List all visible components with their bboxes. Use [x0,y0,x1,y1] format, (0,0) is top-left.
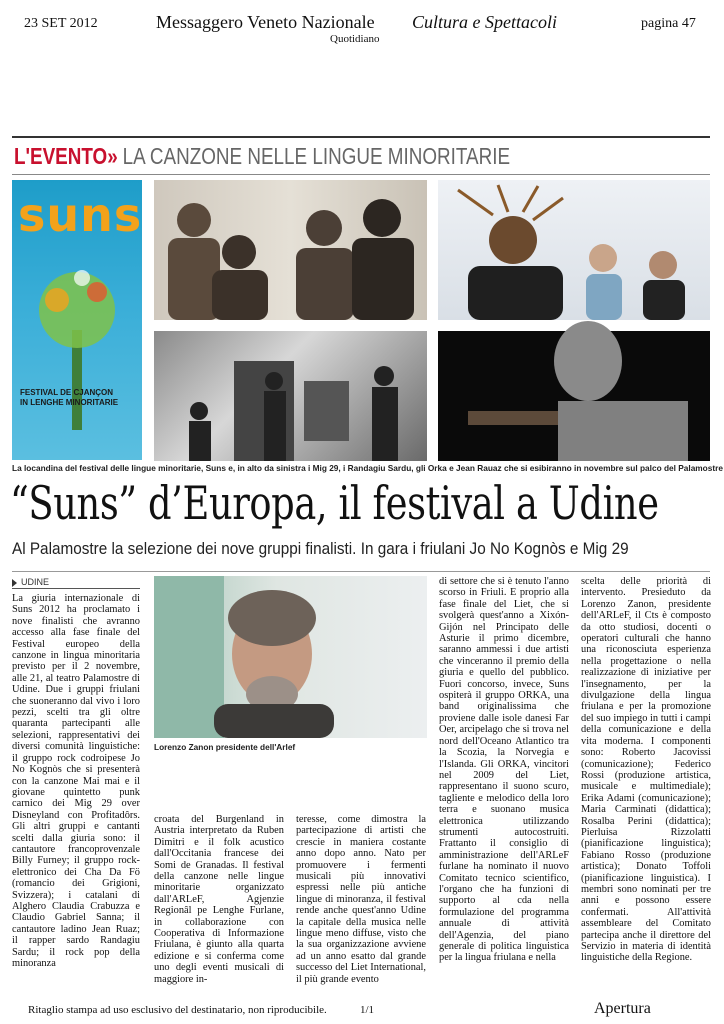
footer-type: Apertura [594,1000,651,1017]
poster-subtitle [20,388,130,408]
portrait-lorenzo-zanon [154,576,427,738]
section-kicker [14,143,510,170]
top-rule [12,136,710,138]
body-column-1: La giuria internazionale di Suns 2012 ha proclamato i nove finalisti che avranno accesso alla fase finale del Festival europeo della canzone in lingua minoritaria previsto per il 2 novembre, alle 21, al teatro Palamostre di Udine. Due i gruppi friulani che suoneranno dal vivo i loro pezzi, scelti tra gli oltre quaranta partecipanti alle selezioni, rappresentativi dei diversi comunità linguistiche: il gruppo rock codroipese Jo No Kognòs che si presenterà con la canzone Mai mai e il giovane quintetto punk carnico dei Mig 29 over Disneyland con Profitadôrs. Gli altri gruppi e cantanti scelti dalla giuria sono: il cantautore francoprovenzale Billy Furney; il gruppo rock-elettronico dei Cha Da Fö (romancio dei Grigioni, Svizzera); i catalani di Alghero Claudia Crabuzza e Claudio Gabriel Sanna; il cantautore ladino Jean Ruaz; il rapper sardo Randagiu Sardu; il rock pop della minoranza [12,593,140,969]
dateline-rule [12,588,140,589]
poster-subtitle-line2: IN LENGHE MINORITARIE [20,398,119,407]
body-column-2: croata del Burgenland in Austria interpretato da Ruben Dimitri e il folk acustico dall'Occitania francese dei Somi de Granadas. Il festival della canzone nelle lingue minoritarie organizzato dall'ARLeF, Agjenzie Regionâl pe Lenghe Furlane, in collaborazione con Cooperativa di Informazione Friulana, è giunto alla quarta edizione e si conferma come uno degli eventi musicali di maggiore in- [154,814,284,985]
festival-poster [12,180,142,460]
poster-subtitle-line1: FESTIVAL DE CJANÇON [20,388,114,397]
body-column-4: di settore che si è tenuto l'anno scorso in Friuli. E proprio alla fase finale del Liet, che si svolgerà quest'anno a Xixón-Gijón nel Principato delle Asturie il primo dicembre, saranno ammessi i due artisti che vinceranno il premio della giuria e quello del pubblico. Fuori concorso, invece, Suns ospiterà il gruppo ORKA, una band originalissima che proviene dalle isole danesi Far Oer, arcipelago che si trova nel nord dell'Oceano Atlantico tra la Scozia, la Norvegia e l'Islanda. Gli ORKA, vincitori nel 2009 del Liet, rappresentano il suono scuro, tagliente e melodico della loro terra e suonano musica elettronica utilizzando strumenti autocostruiti. Frattanto il consiglio di amministrazione dell'ARLeF furlane ha nominato il nuovo Comitato tecnico scientifico, l'organo che ha funzioni di supporto al cda nella formulazione del programma annuale di attività dell'Agenzia, del piano generale di politica linguistica per la lingua friulana e nella [439,576,569,964]
photo-mig29 [154,180,427,320]
header-section: Cultura e Spettacoli [412,12,557,32]
mid-rule [12,571,710,572]
photo-orka [154,331,427,461]
dateline-text: UDINE [21,577,50,587]
kicker-label: L'EVENTO [14,143,108,169]
headline: “Suns” d’Europa, il festival a Udine [10,476,659,530]
kicker-arrows: » [107,143,118,169]
footer-note: Ritaglio stampa ad uso esclusivo del destinatario, non riproducibile. [28,1004,327,1016]
portrait-caption: Lorenzo Zanon presidente dell'Arlef [154,742,296,752]
header-publication: Messaggero Veneto Nazionale [156,12,375,32]
footer-pages: 1/1 [360,1004,375,1016]
photo-jean-rauaz [438,331,710,461]
triangle-icon [12,579,17,587]
subheadline: Al Palamostre la selezione dei nove gruppi finalisti. In gara i friulani Jo No Kognòs e Mig 29 [12,539,629,558]
header-frequency: Quotidiano [330,33,380,45]
header-page: pagina 47 [641,16,696,31]
header-date: 23 SET 2012 [24,16,98,31]
photo-randagiu-sardu [438,180,710,320]
body-column-3: teresse, come dimostra la partecipazione di artisti che crescie in maniera costante anno dopo anno. Nato per promuovere i fermenti musicali più innovativi espressi nelle più antiche lingue di minoranza, il festival rende anche quest'anno Udine la capitale della musica nelle lingue meno diffuse, visto che la sua organizzazione avviene ad un anno esatto dal grande successo del Liet International, il più grande evento [296,814,426,985]
dateline [12,577,49,587]
body-column-5: scelta delle priorità di intervento. Presieduto da Lorenzo Zanon, presidente dell'ARLeF, il Cts è composto da otto studiosi, docenti o operatori culturali che hanno una riconosciuta esperienza nella progettazione o nella realizzazione di iniziative per l'insegnamento, per la divulgazione della lingua friulana e per la promozione del suo impiego in tutti i campi della comunicazione e della vita moderna. I componenti sono: Roberto Jacovissi (comunicazione); Federico Rossi (produzione artistica, musicale e multimediale); Erika Adami (comunicazione); Maria Carminati (didattica); Rosalba Perini (didattica); Pierluisa Rizzolatti (pianificazione linguistica); Fabiano Rosso (produzione artistica); Donato Toffoli (pianificazione linguistica). I membri sono nominati per tre anni e possono essere confermati. All'attività assembleare del Comitato partecipa anche il direttore del Servizio in materia di identità linguistiche della Regione. [581,576,711,964]
kicker-rule [12,174,710,175]
photo-caption: La locandina del festival delle lingue minoritarie, Suns e, in alto da sinistra i Mig 29, i Randagiu Sardu, gli Orka e Jean Rauaz che si esibiranno in novembre sul palco del Palamostre [12,463,723,473]
poster-title: suns [18,188,143,242]
kicker-topic: LA CANZONE NELLE LINGUE MINORITARIE [122,143,511,169]
